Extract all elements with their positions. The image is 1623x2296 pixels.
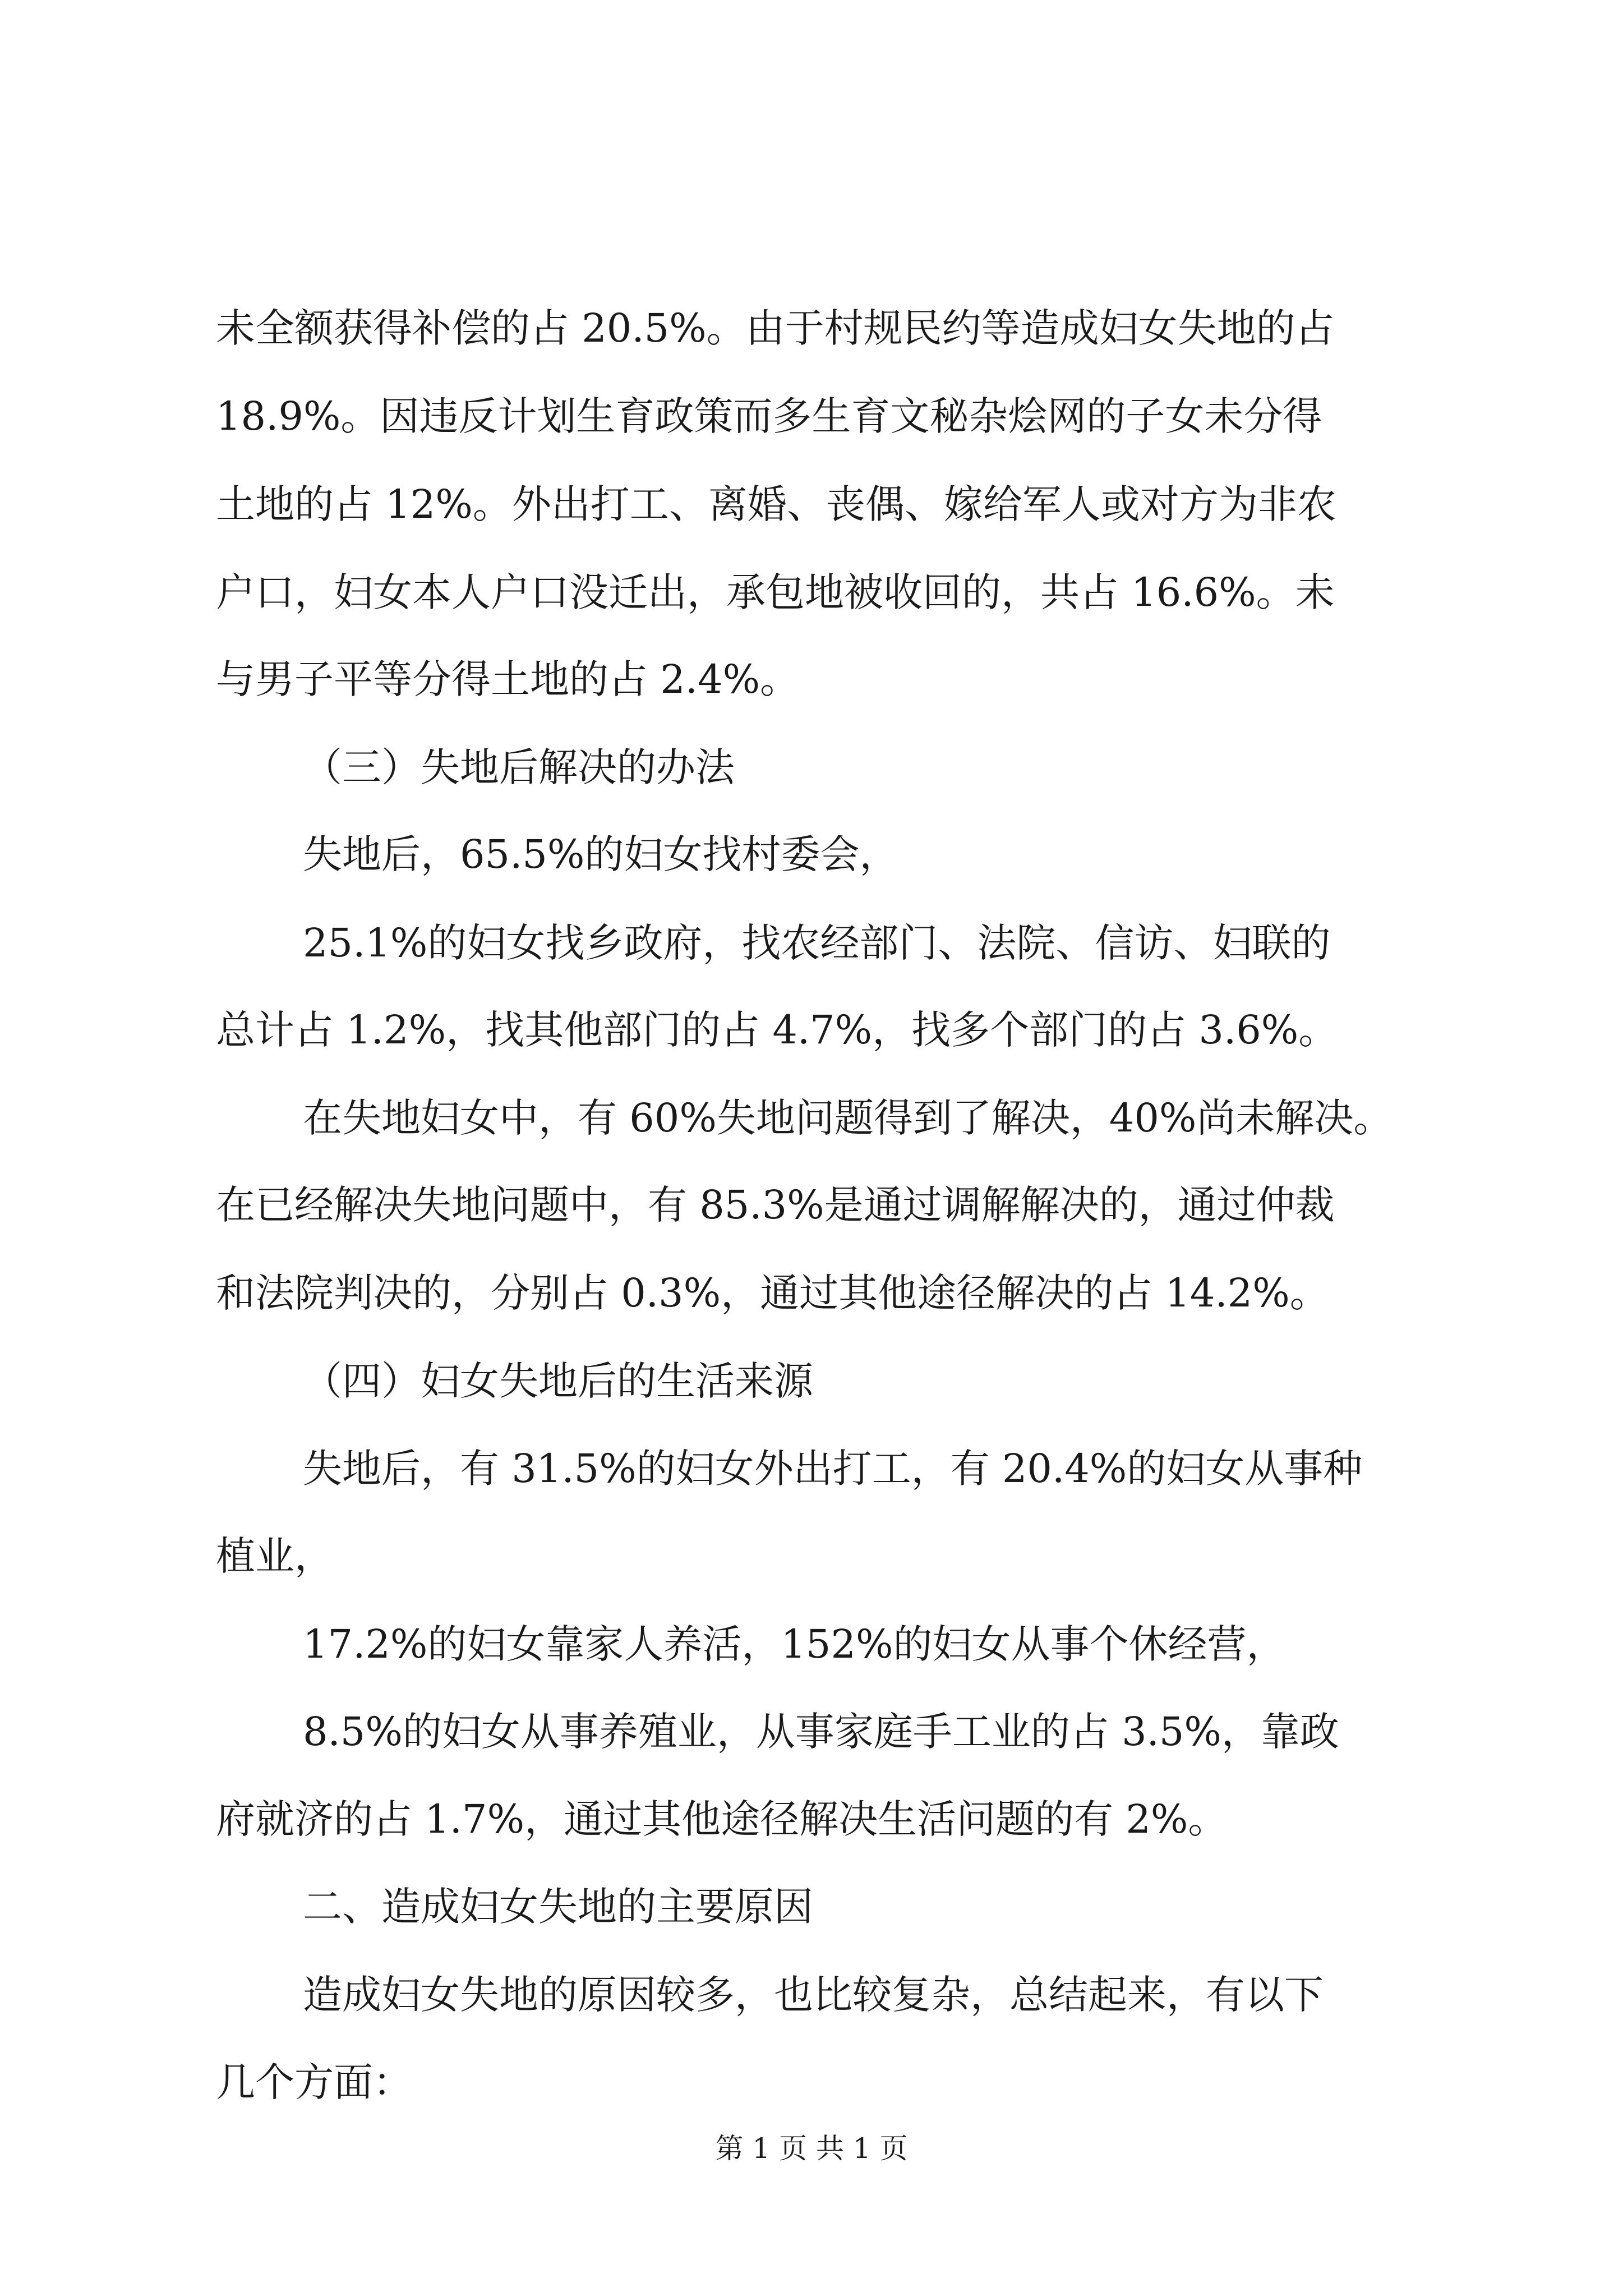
body-text-line: 土地的占 12%。外出打工、离婚、丧偶、嫁给军人或对方为非农 bbox=[216, 481, 1336, 527]
body-text-line: 18.9%。因违反计划生育政策而多生育文秘杂烩网的子女未分得 bbox=[216, 393, 1322, 439]
body-text-line: 和法院判决的，分别占 0.3%，通过其他途径解决的占 14.2%。 bbox=[216, 1270, 1329, 1316]
section-heading: 二、造成妇女失地的主要原因 bbox=[303, 1884, 813, 1930]
page-footer: 第 1 页 共 1 页 bbox=[715, 2132, 908, 2165]
body-text-line: 失地后，65.5%的妇女找村委会， bbox=[303, 831, 899, 877]
body-text-line: 造成妇女失地的原因较多，也比较复杂，总结起来，有以下 bbox=[303, 1972, 1324, 2018]
body-text-line: 25.1%的妇女找乡政府，找农经部门、法院、信访、妇联的 bbox=[303, 920, 1331, 966]
body-text-line: 失地后，有 31.5%的妇女外出打工，有 20.4%的妇女从事种 bbox=[303, 1446, 1363, 1492]
section-heading: （四）妇女失地后的生活来源 bbox=[303, 1358, 813, 1404]
body-text-line: 几个方面： bbox=[216, 2059, 412, 2105]
body-text-line: 17.2%的妇女靠家人养活，152%的妇女从事个休经营， bbox=[303, 1621, 1286, 1667]
body-text-line: 在已经解决失地问题中，有 85.3%是通过调解解决的，通过仲裁 bbox=[216, 1182, 1335, 1228]
body-text-line: 户口，妇女本人户口没迁出，承包地被收回的，共占 16.6%。未 bbox=[216, 569, 1335, 615]
body-text-line: 未全额获得补偿的占 20.5%。由于村规民约等造成妇女失地的占 bbox=[216, 305, 1335, 351]
body-text-line: 府就济的占 1.7%，通过其他途径解决生活问题的有 2%。 bbox=[216, 1796, 1228, 1842]
section-heading: （三）失地后解决的办法 bbox=[303, 744, 735, 790]
body-text-line: 在失地妇女中，有 60%失地问题得到了解决，40%尚未解决。 bbox=[303, 1095, 1393, 1141]
body-text-line: 总计占 1.2%，找其他部门的占 4.7%，找多个部门的占 3.6%。 bbox=[216, 1007, 1338, 1053]
body-text-line: 植业， bbox=[216, 1533, 334, 1579]
body-text-line: 8.5%的妇女从事养殖业，从事家庭手工业的占 3.5%，靠政 bbox=[303, 1709, 1339, 1755]
body-text-line: 与男子平等分得土地的占 2.4%。 bbox=[216, 656, 800, 702]
